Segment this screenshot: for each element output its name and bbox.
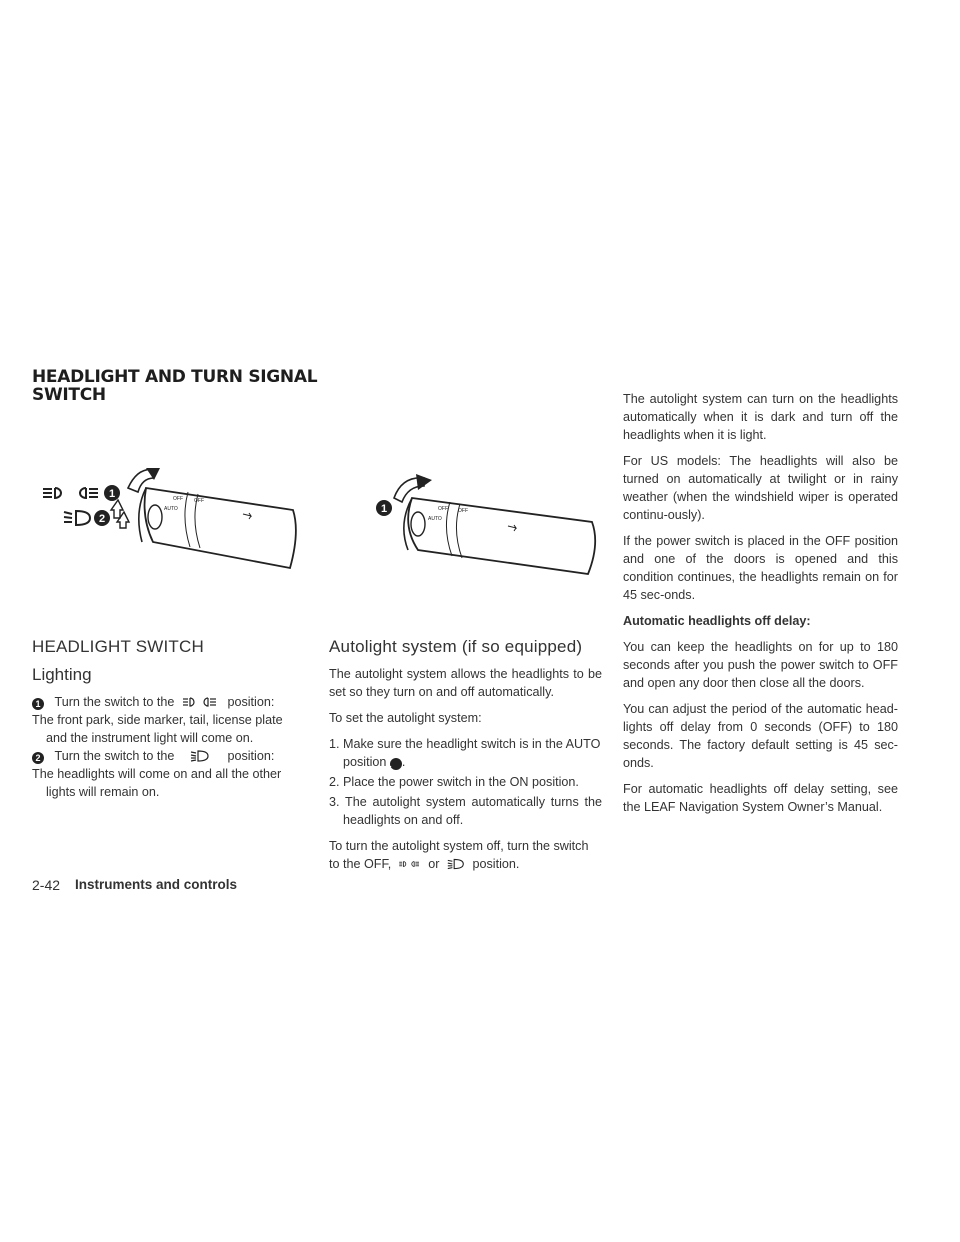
item-1-marker: 1 bbox=[32, 698, 44, 710]
section-title-line2: SWITCH bbox=[32, 385, 106, 405]
switch-mark-off-2: OFF bbox=[194, 498, 204, 504]
lighting-subheading: Lighting bbox=[32, 665, 92, 684]
step-3-text: The autolight system automatically turns the headlights on and off. bbox=[343, 795, 602, 827]
switch-mark-off-2: OFF bbox=[458, 508, 468, 514]
step-1-number: 1. bbox=[329, 737, 340, 751]
headlight-switch-section bbox=[32, 637, 300, 801]
item-2-tail: position: bbox=[227, 749, 275, 763]
step-1-text: Make sure the headlight switch is in the AUTO position bbox=[343, 737, 601, 769]
callout-1-label: 1 bbox=[380, 503, 388, 515]
item-1-lead: Turn the switch to the bbox=[54, 695, 175, 709]
lighting-item-1-text: The front park, side marker, tail, license plate and the instrument light will come on. bbox=[32, 713, 283, 745]
callout-2-label: 2 bbox=[98, 513, 106, 525]
autolight-switch-figure-2 bbox=[372, 468, 604, 578]
autolight-details-column bbox=[623, 390, 898, 816]
autolight-detail-1: The autolight system can turn on the headlights automatically when it is dark and turn off the headlights when it is light. bbox=[623, 392, 898, 442]
autolight-section bbox=[329, 637, 602, 873]
step-3-number: 3. bbox=[329, 795, 340, 809]
off-instructions-lead: To turn the autolight system off, turn the switch to the OFF, bbox=[329, 839, 589, 871]
callout-1-label: 1 bbox=[108, 488, 116, 500]
off-delay-detail-3: For automatic headlights off delay setting, see the LEAF Navigation System Owner’s Manual. bbox=[623, 782, 898, 814]
off-delay-detail-1: You can keep the headlights on for up to 180 seconds after you push the power switch to OFF and open any door then close all the doors. bbox=[623, 640, 898, 690]
off-delay-detail-2: You can adjust the period of the automatic head-lights off delay from 0 seconds (OFF) to 180 seconds. The factory default setting is 45 sec-onds. bbox=[623, 702, 898, 770]
off-instructions-or: or bbox=[428, 857, 440, 871]
section-title-line1: HEADLIGHT AND TURN SIGNAL bbox=[32, 367, 318, 387]
autolight-step-3 bbox=[329, 793, 602, 829]
page-number: 2-42 bbox=[32, 877, 61, 893]
autolight-step-1 bbox=[329, 735, 602, 771]
off-instructions-tail: position. bbox=[472, 857, 520, 871]
headlight-icon bbox=[446, 858, 466, 870]
headlight-switch-figure-1 bbox=[38, 462, 310, 574]
lighting-item-2-text: The headlights will come on and all the other lights will remain on. bbox=[32, 767, 282, 799]
item-2-marker: 2 bbox=[32, 752, 44, 764]
autolight-intro: The autolight system allows the headlights to be set so they turn on and off automatically. bbox=[329, 667, 602, 699]
parking-light-icon bbox=[43, 488, 98, 498]
autolight-detail-3: If the power switch is placed in the OFF position and one of the doors is opened and this condition continues, the headlights remain on for 45 sec-onds. bbox=[623, 534, 898, 602]
switch-mark-off: OFF bbox=[173, 496, 183, 502]
autolight-detail-2: For US models: The headlights will also be turned on automatically at twilight or in rainy weather (when the windshield wiper is operated continu-ously). bbox=[623, 454, 898, 522]
item-2-lead: Turn the switch to the bbox=[54, 749, 175, 763]
off-delay-subheading: Automatic headlights off delay: bbox=[623, 614, 811, 628]
autolight-heading: Autolight system (if so equipped) bbox=[329, 637, 583, 656]
autolight-set-label: To set the autolight system: bbox=[329, 711, 482, 725]
headlight-icon bbox=[64, 511, 90, 525]
section-title bbox=[32, 368, 332, 404]
lighting-item-2 bbox=[32, 747, 300, 765]
step-2-text: Place the power switch in the ON position. bbox=[343, 775, 579, 789]
step-1-end: . bbox=[401, 755, 406, 769]
parking-light-icon bbox=[398, 858, 422, 870]
step-1-marker: 1 bbox=[390, 758, 402, 770]
autolight-step-2 bbox=[329, 773, 602, 791]
switch-mark-auto: AUTO bbox=[164, 506, 178, 512]
parking-light-icon bbox=[181, 696, 221, 708]
switch-mark-off: OFF bbox=[438, 506, 448, 512]
step-2-number: 2. bbox=[329, 775, 340, 789]
headlight-switch-heading: HEADLIGHT SWITCH bbox=[32, 637, 204, 656]
headlight-icon bbox=[181, 750, 221, 762]
switch-mark-auto: AUTO bbox=[428, 516, 442, 522]
autolight-off-instructions bbox=[329, 837, 602, 873]
lighting-item-1 bbox=[32, 693, 300, 711]
chapter-title: Instruments and controls bbox=[75, 877, 238, 892]
item-1-tail: position: bbox=[227, 695, 275, 709]
